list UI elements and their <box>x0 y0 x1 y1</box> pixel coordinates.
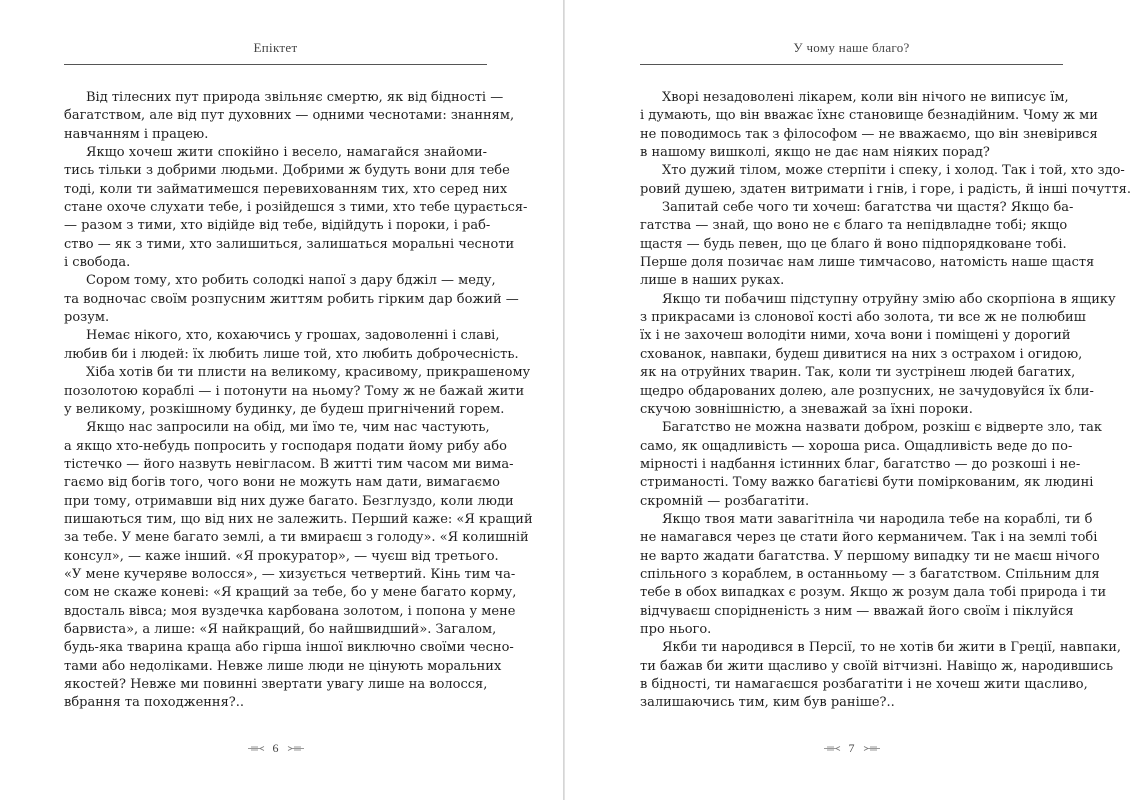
running-head: Епіктет <box>253 40 298 55</box>
text-line: у великому, розкішному будинку, де будеш пригнічений горем. <box>64 401 505 417</box>
text-line: Якщо хочеш жити спокійно і весело, намагайся знайоми- <box>86 145 487 161</box>
text-line: спільного з кораблем, в останньому — з багатством. Спільним для <box>640 566 1100 582</box>
text-line: любив би і людей: їх любить лише той, хто любить доброчесність. <box>64 346 519 362</box>
text-line: тебе в обох випадках є розум. Якщо ж розум дала тобі природа і ти <box>640 585 1107 601</box>
text-line: гаємо від богів того, чого вони не можуть нам дати, вимагаємо <box>64 475 500 491</box>
text-line: Якби ти народився в Персії, то не хотів би жити в Греції, навпаки, <box>662 640 1121 656</box>
text-line: та водночас своїм розпусним життям робить гірким дар божий — <box>64 291 519 307</box>
text-line: Хіба хотів би ти плисти на великому, красивому, прикрашеному <box>86 365 531 381</box>
text-line: не намагався через це стати його керманичем. Так і на землі тобі <box>640 530 1098 546</box>
text-line: при тому, отримавши від них дуже багато. Безглуздо, коли люди <box>64 493 514 509</box>
text-line: вбрання та походження?.. <box>64 695 245 711</box>
text-line: не варто жадати багатства. У першому випадку ти не маєш нічого <box>640 548 1100 564</box>
page-number-text: 6 <box>272 741 279 755</box>
text-line: тістечко — його назвуть невігласом. В житті тим часом ми вима- <box>64 456 514 472</box>
body-text <box>64 89 533 713</box>
text-line: не поводимось так з філософом — не вважаємо, що він зневірився <box>640 126 1098 142</box>
page-number <box>64 741 487 756</box>
page-number <box>640 741 1063 756</box>
text-line: «У мене кучеряве волосся», — хизується четвертий. Кінь тим ча- <box>64 566 516 582</box>
text-line: щедро обдарованих долею, але розпусних, не зачудовуйся їх бли- <box>640 383 1094 399</box>
page-number-text: 7 <box>848 741 855 755</box>
text-line: якостей? Невже ми повинні звертати увагу лише на волосся, <box>64 677 488 692</box>
text-line: Сором тому, хто робить солодкі напої з дару бджіл — меду, <box>86 273 496 289</box>
text-line: а якщо хто-небудь попросить у господаря подати йому рибу або <box>64 438 507 454</box>
text-line: відчуваєш спорідненість з ним — вважай його своїм і піклуйся <box>640 603 1074 619</box>
text-line: стане охоче слухати тебе, і розійдешся з тими, хто тебе цурається- <box>64 200 528 216</box>
ornament-left-icon <box>823 745 841 752</box>
text-line: тоді, коли ти займатимешся перевихованням тих, хто серед них <box>64 181 508 197</box>
text-line: тись тільки з добрими людьми. Добрими ж будуть вони для тебе <box>64 163 510 179</box>
right-page <box>565 0 1131 800</box>
body-text <box>640 89 1131 713</box>
text-line: Якщо нас запросили на обід, ми їмо те, чим нас частують, <box>86 420 490 436</box>
text-line: скромній — розбагатіти. <box>640 493 810 509</box>
ornament-right-icon <box>863 745 881 752</box>
text-line: Хто дужий тілом, може стерпіти і спеку, і холод. Так і той, хто здо- <box>662 163 1125 179</box>
text-line: за тебе. У мене багато землі, а ти вмираєш з голоду». «Я колишній <box>64 530 529 546</box>
text-line: Перше доля позичає нам лише тимчасово, натомість наше щастя <box>640 255 1095 271</box>
text-line: їх і не захочеш володіти ними, хоча вони і поміщені у дорогий <box>640 328 1071 344</box>
text-line: Від тілесних пут природа звільняє смертю, як від бідності — <box>86 90 504 105</box>
text-line: з прикрасами із слонової кості або золота, ти все ж не полюбиш <box>640 310 1086 326</box>
text-line: і свобода. <box>64 255 131 271</box>
text-line: в нашому вишколі, якщо не дає нам ніяких порад? <box>640 145 990 161</box>
text-line: Якщо ти побачиш підступну отруйну змію або скорпіона в ящику <box>662 291 1116 307</box>
text-line: консул», — каже інший. «Я прокуратор», — чуєш від третього. <box>64 548 499 564</box>
text-line: навчанням і працею. <box>64 126 209 142</box>
text-line: вдосталь вівса; моя вуздечка карбована золотом, і попона у мене <box>64 603 516 619</box>
text-line: Запитай себе чого ти хочеш: багатства чи щастя? Якщо ба- <box>662 200 1074 216</box>
text-line: ровий душею, здатен витримати і гнів, і горе, і радість, й інші почуття. <box>640 181 1131 197</box>
text-line: про нього. <box>640 621 712 637</box>
text-line: само, як ощадливість — хороша риса. Ощадливість веде до по- <box>640 438 1073 454</box>
left-page <box>0 0 563 800</box>
text-line: лише в наших руках. <box>640 273 785 289</box>
text-line: в бідності, ти намагаєшся розбагатіти і не хочеш жити щасливо, <box>640 677 1088 692</box>
text-line: Хворі незадоволені лікарем, коли він нічого не виписує їм, <box>662 90 1069 105</box>
text-line: позолотою кораблі — і потонути на ньому? Тому ж не бажай жити <box>64 383 525 399</box>
text-line: ти бажав би жити щасливо у своїй вітчизні. Навіщо ж, народившись <box>640 658 1114 674</box>
text-line: — разом з тими, хто відійде від тебе, відійдуть і пороки, і раб- <box>64 218 491 234</box>
header-rule <box>64 64 487 65</box>
text-line: мірності і надбання істинних благ, багатство — до розкоші і не- <box>640 456 1081 472</box>
text-line: Якщо твоя мати завагітніла чи народила тебе на кораблі, ти б <box>662 511 1093 527</box>
text-line: гатства — знай, що воно не є благо та непідвладне тобі; якщо <box>640 218 1068 234</box>
text-line: барвиста», а лише: «Я найкращий, бо найшвидший». Загалом, <box>64 621 497 637</box>
text-line: щастя — будь певен, що це благо й воно підпорядковане тобі. <box>640 236 1067 252</box>
text-line: будь-яка тварина краща або гірша іншої виключно своїми чесно- <box>64 640 514 656</box>
text-line: Багатство не можна назвати добром, розкіш є відверте зло, так <box>662 420 1102 436</box>
text-line: сом не скаже коневі: «Я кращий за тебе, бо у мене багато корму, <box>64 585 517 601</box>
ornament-right-icon <box>287 745 305 752</box>
running-head: У чому наше благо? <box>793 40 910 55</box>
text-line: скучою зовнішністю, а зневажай за їхні пороки. <box>640 401 973 417</box>
text-line: ство — як з тими, хто залишиться, залишаться моральні чесноти <box>64 236 515 252</box>
text-line: розум. <box>64 310 110 326</box>
text-line: Немає нікого, хто, кохаючись у грошах, задоволенні і славі, <box>86 328 500 344</box>
text-line: залишаючись тим, ким був раніше?.. <box>640 695 895 711</box>
text-line: багатством, але від пут духовних — одними чеснотами: знанням, <box>64 108 515 124</box>
text-line: пишаються тим, що від них не залежить. Перший каже: «Я кращий <box>64 511 533 527</box>
header-rule <box>640 64 1063 65</box>
text-line: стриманості. Тому важко багатієві бути поміркованим, як людині <box>640 475 1094 491</box>
text-line: тами або недоліками. Невже лише люди не цінують моральних <box>64 658 502 674</box>
text-line: схованок, навпаки, будеш дивитися на них з острахом і огидою, <box>640 346 1083 362</box>
text-line: і думають, що він вважає їхнє становище безнадійним. Чому ж ми <box>640 108 1098 124</box>
ornament-left-icon <box>247 745 265 752</box>
text-line: як на отруйних тварин. Так, коли ти зустрінеш людей багатих, <box>640 365 1076 381</box>
